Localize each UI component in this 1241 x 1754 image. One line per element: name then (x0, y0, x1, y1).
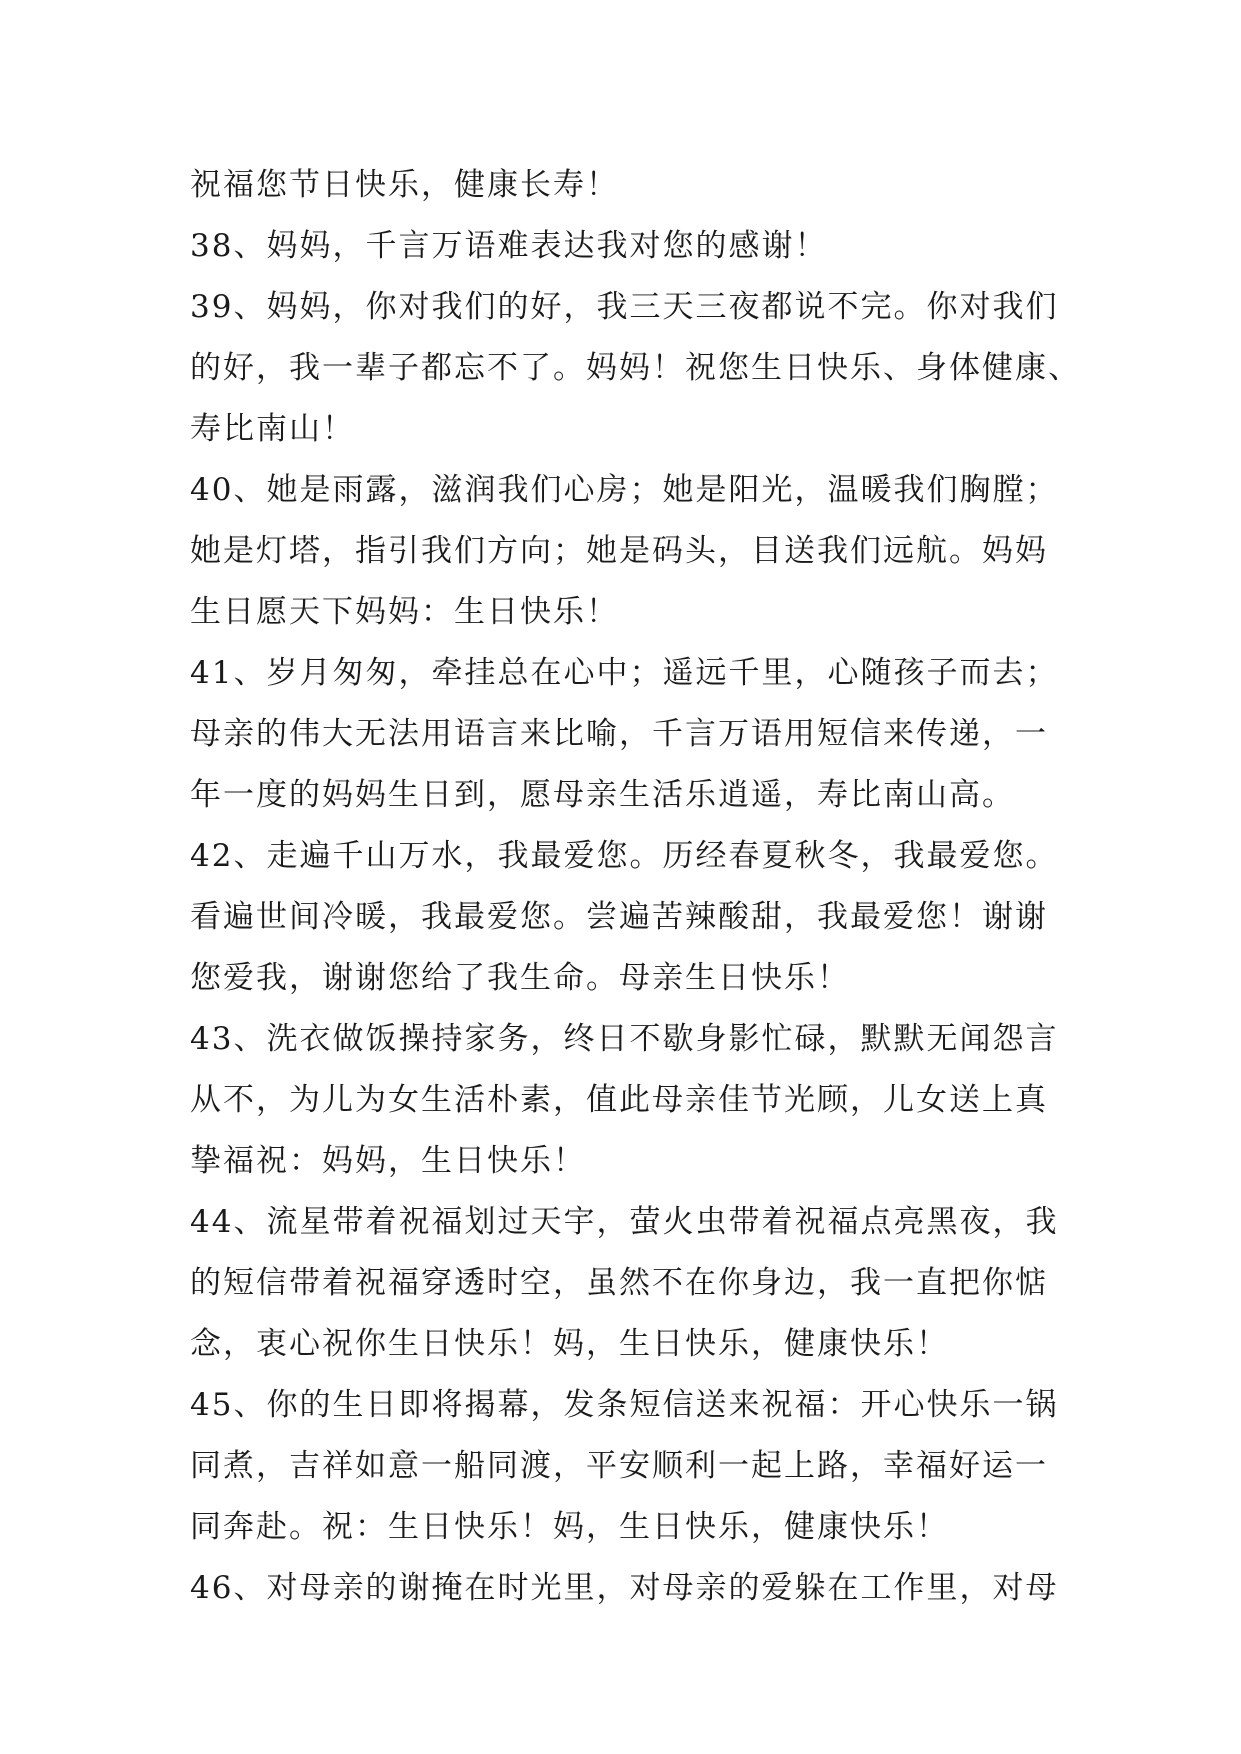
text-line: 40、她是雨露，滋润我们心房；她是阳光，温暖我们胸膛； (190, 472, 1059, 508)
text-line: 43、洗衣做饭操持家务，终日不歇身影忙碌，默默无闻怨言 (190, 1021, 1059, 1057)
text-line: 44、流星带着祝福划过天宇，萤火虫带着祝福点亮黑夜，我 (190, 1204, 1059, 1240)
text-line: 生日愿天下妈妈：生日快乐！ (190, 594, 619, 630)
text-line: 念，衷心祝你生日快乐！妈，生日快乐，健康快乐！ (190, 1326, 949, 1362)
text-line: 38、妈妈，千言万语难表达我对您的感谢！ (190, 228, 828, 264)
text-line: 46、对母亲的谢掩在时光里，对母亲的爱躲在工作里，对母 (190, 1570, 1059, 1606)
text-line: 从不，为儿为女生活朴素，值此母亲佳节光顾，儿女送上真 (190, 1082, 1048, 1118)
text-line: 寿比南山！ (190, 411, 355, 447)
text-line: 挚福祝：妈妈，生日快乐！ (190, 1143, 586, 1179)
text-line: 您爱我，谢谢您给了我生命。母亲生日快乐！ (190, 960, 850, 996)
text-line: 同奔赴。祝：生日快乐！妈，生日快乐，健康快乐！ (190, 1509, 949, 1545)
text-line: 年一度的妈妈生日到，愿母亲生活乐逍遥，寿比南山高。 (190, 777, 1015, 813)
text-line: 祝福您节日快乐，健康长寿！ (190, 167, 619, 203)
text-line: 的好，我一辈子都忘不了。妈妈！祝您生日快乐、身体健康、 (190, 350, 1081, 386)
text-line: 39、妈妈，你对我们的好，我三天三夜都说不完。你对我们 (190, 289, 1059, 325)
text-line: 45、你的生日即将揭幕，发条短信送来祝福：开心快乐一锅 (190, 1387, 1059, 1423)
body-text (190, 155, 1081, 1619)
text-line: 同煮，吉祥如意一船同渡，平安顺利一起上路，幸福好运一 (190, 1448, 1048, 1484)
text-line: 看遍世间冷暖，我最爱您。尝遍苦辣酸甜，我最爱您！谢谢 (190, 899, 1048, 935)
text-line: 的短信带着祝福穿透时空，虽然不在你身边，我一直把你惦 (190, 1265, 1048, 1301)
text-line: 母亲的伟大无法用语言来比喻，千言万语用短信来传递，一 (190, 716, 1048, 752)
text-line: 41、岁月匆匆，牵挂总在心中；遥远千里，心随孩子而去； (190, 655, 1059, 691)
text-line: 42、走遍千山万水，我最爱您。历经春夏秋冬，我最爱您。 (190, 838, 1059, 874)
text-line: 她是灯塔，指引我们方向；她是码头，目送我们远航。妈妈 (190, 533, 1048, 569)
